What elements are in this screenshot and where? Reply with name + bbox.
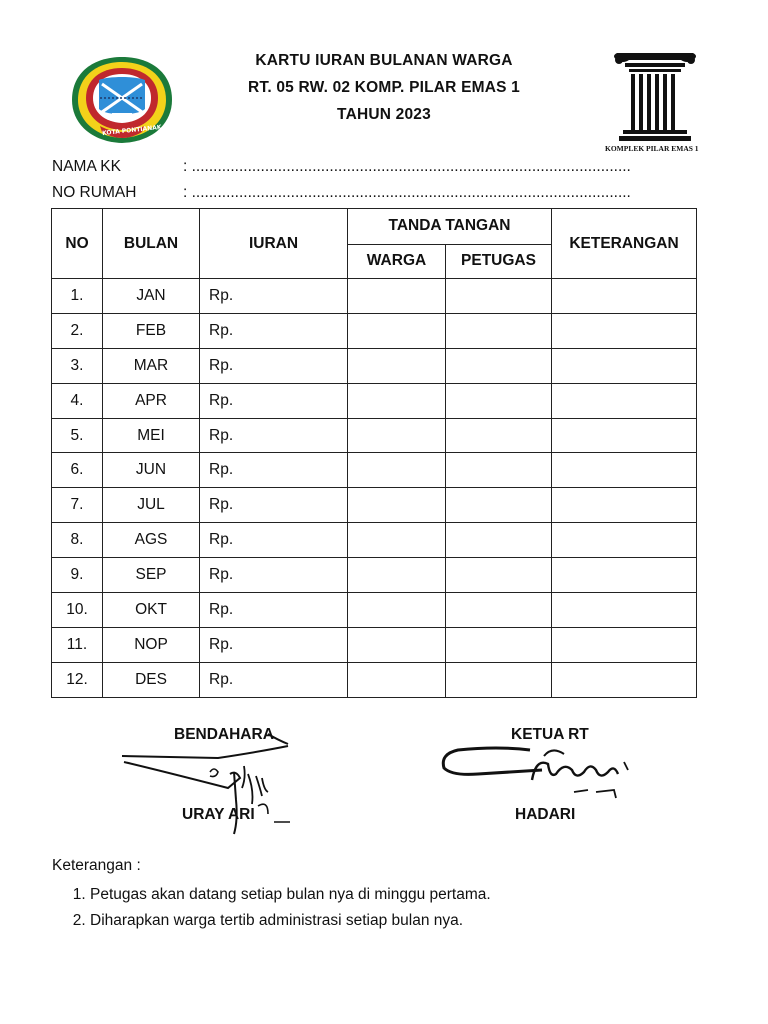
row-petugas-signature-cell[interactable] (446, 523, 552, 558)
row-no: 1. (52, 279, 103, 314)
nama-kk-label: NAMA KK (52, 158, 121, 175)
table-row (52, 523, 697, 558)
row-iuran: Rp. (200, 523, 348, 558)
row-iuran: Rp. (200, 313, 348, 348)
header-keterangan: KETERANGAN (552, 209, 697, 279)
right-logo-caption: KOMPLEK PILAR EMAS 1 (605, 144, 699, 153)
row-bulan: DES (103, 662, 200, 697)
row-no: 8. (52, 523, 103, 558)
row-no: 10. (52, 593, 103, 628)
table-row (52, 558, 697, 593)
row-no: 12. (52, 662, 103, 697)
row-warga-signature-cell[interactable] (348, 593, 446, 628)
row-warga-signature-cell[interactable] (348, 627, 446, 662)
row-keterangan-cell[interactable] (552, 313, 697, 348)
row-iuran: Rp. (200, 593, 348, 628)
ketua-rt-signature (438, 740, 638, 804)
table-row (52, 453, 697, 488)
row-keterangan-cell[interactable] (552, 383, 697, 418)
ketua-rt-name: HADARI (515, 806, 576, 823)
row-iuran: Rp. (200, 383, 348, 418)
table-row (52, 279, 697, 314)
row-no: 6. (52, 453, 103, 488)
notes-item-2: 2. Diharapkan warga tertib administrasi setiap bulan nya. (90, 912, 491, 930)
row-warga-signature-cell[interactable] (348, 418, 446, 453)
row-warga-signature-cell[interactable] (348, 662, 446, 697)
pilar-emas-logo (607, 50, 703, 158)
row-iuran: Rp. (200, 627, 348, 662)
row-keterangan-cell[interactable] (552, 558, 697, 593)
row-iuran: Rp. (200, 279, 348, 314)
left-logo-caption: KOTA PONTIANAK (101, 123, 162, 138)
header-tanda-tangan: TANDA TANGAN (348, 209, 552, 245)
row-no: 2. (52, 313, 103, 348)
row-bulan: FEB (103, 313, 200, 348)
row-bulan: JUL (103, 488, 200, 523)
row-iuran: Rp. (200, 488, 348, 523)
row-no: 9. (52, 558, 103, 593)
table-row (52, 418, 697, 453)
row-keterangan-cell[interactable] (552, 453, 697, 488)
row-warga-signature-cell[interactable] (348, 279, 446, 314)
row-petugas-signature-cell[interactable] (446, 348, 552, 383)
row-bulan: OKT (103, 593, 200, 628)
row-keterangan-cell[interactable] (552, 488, 697, 523)
header-iuran: IURAN (200, 209, 348, 279)
row-keterangan-cell[interactable] (552, 662, 697, 697)
row-warga-signature-cell[interactable] (348, 348, 446, 383)
bendahara-role: BENDAHARA (174, 726, 274, 743)
iuran-table (51, 208, 697, 698)
table-row (52, 313, 697, 348)
row-bulan: MEI (103, 418, 200, 453)
row-bulan: MAR (103, 348, 200, 383)
row-keterangan-cell[interactable] (552, 523, 697, 558)
row-no: 5. (52, 418, 103, 453)
row-warga-signature-cell[interactable] (348, 453, 446, 488)
table-row (52, 662, 697, 697)
notes-list (52, 871, 491, 930)
header-no: NO (52, 209, 103, 279)
row-bulan: NOP (103, 627, 200, 662)
row-iuran: Rp. (200, 662, 348, 697)
row-petugas-signature-cell[interactable] (446, 593, 552, 628)
row-no: 4. (52, 383, 103, 418)
row-bulan: APR (103, 383, 200, 418)
row-no: 7. (52, 488, 103, 523)
row-iuran: Rp. (200, 453, 348, 488)
no-rumah-field[interactable]: : ...................................................................................................... (183, 184, 631, 201)
row-keterangan-cell[interactable] (552, 279, 697, 314)
row-petugas-signature-cell[interactable] (446, 418, 552, 453)
table-row (52, 627, 697, 662)
row-warga-signature-cell[interactable] (348, 558, 446, 593)
table-row (52, 488, 697, 523)
row-keterangan-cell[interactable] (552, 348, 697, 383)
row-warga-signature-cell[interactable] (348, 383, 446, 418)
row-keterangan-cell[interactable] (552, 627, 697, 662)
row-bulan: SEP (103, 558, 200, 593)
header-warga: WARGA (348, 244, 446, 279)
row-petugas-signature-cell[interactable] (446, 313, 552, 348)
row-bulan: AGS (103, 523, 200, 558)
row-keterangan-cell[interactable] (552, 593, 697, 628)
row-iuran: Rp. (200, 558, 348, 593)
ketua-rt-role: KETUA RT (511, 726, 589, 743)
title-line-3: TAHUN 2023 (337, 106, 431, 123)
row-warga-signature-cell[interactable] (348, 313, 446, 348)
notes-item-1: 1. Petugas akan datang setiap bulan nya di minggu pertama. (90, 886, 491, 904)
notes-heading: Keterangan : (52, 857, 141, 874)
table-row (52, 383, 697, 418)
row-no: 11. (52, 627, 103, 662)
row-petugas-signature-cell[interactable] (446, 662, 552, 697)
row-iuran: Rp. (200, 418, 348, 453)
row-warga-signature-cell[interactable] (348, 488, 446, 523)
row-petugas-signature-cell[interactable] (446, 627, 552, 662)
bendahara-name: URAY ARI (182, 806, 255, 823)
header-bulan: BULAN (103, 209, 200, 279)
title-line-1: KARTU IURAN BULANAN WARGA (255, 52, 513, 69)
table-row (52, 593, 697, 628)
row-warga-signature-cell[interactable] (348, 523, 446, 558)
row-no: 3. (52, 348, 103, 383)
no-rumah-label: NO RUMAH (52, 184, 137, 201)
header-petugas: PETUGAS (446, 244, 552, 279)
row-iuran: Rp. (200, 348, 348, 383)
title-line-2: RT. 05 RW. 02 KOMP. PILAR EMAS 1 (248, 79, 520, 96)
nama-kk-field[interactable]: : ...................................................................................................... (183, 158, 631, 175)
table-row (52, 348, 697, 383)
row-bulan: JUN (103, 453, 200, 488)
row-petugas-signature-cell[interactable] (446, 488, 552, 523)
row-bulan: JAN (103, 279, 200, 314)
row-petugas-signature-cell[interactable] (446, 558, 552, 593)
row-keterangan-cell[interactable] (552, 418, 697, 453)
row-petugas-signature-cell[interactable] (446, 279, 552, 314)
row-petugas-signature-cell[interactable] (446, 383, 552, 418)
row-petugas-signature-cell[interactable] (446, 453, 552, 488)
